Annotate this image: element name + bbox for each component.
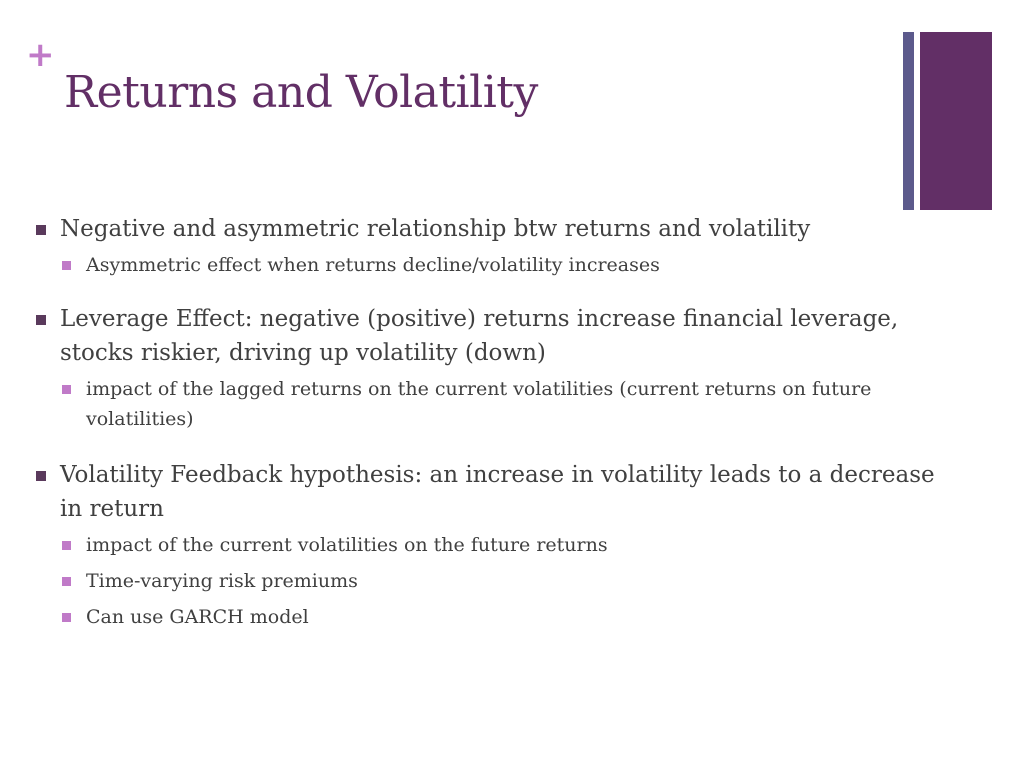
bullet-item-2: [32, 302, 962, 370]
sub-bullet-item-1-1: [32, 250, 962, 280]
sub-bullet-item-2-1: [32, 374, 962, 434]
sub-bullet-item-3-1: [32, 530, 962, 560]
bullet-item-3: [32, 458, 962, 526]
square-bullet-icon: [36, 225, 46, 235]
bullet-list: [32, 212, 962, 632]
bullet-text: Leverage Effect: negative (positive) returns increase financial leverage, stocks riskier, driving up volatility (down): [60, 306, 899, 366]
sub-bullet-text: Time-varying risk premiums: [86, 570, 358, 592]
sub-bullet-item-3-3: [32, 602, 962, 632]
sub-bullet-text: impact of the current volatilities on the future returns: [86, 534, 608, 556]
square-bullet-icon: [62, 613, 71, 622]
sub-bullet-text: Asymmetric effect when returns decline/volatility increases: [86, 254, 660, 276]
bullet-item-1: [32, 212, 962, 246]
square-bullet-icon: [36, 315, 46, 325]
sub-bullet-text: impact of the lagged returns on the current volatilities (current returns on future volatilities): [86, 378, 872, 430]
square-bullet-icon: [62, 261, 71, 270]
sub-bullet-text: Can use GARCH model: [86, 606, 309, 628]
sub-bullet-item-3-2: [32, 566, 962, 596]
square-bullet-icon: [62, 577, 71, 586]
square-bullet-icon: [36, 471, 46, 481]
slide-title: Returns and Volatility: [64, 67, 538, 118]
accent-bar-thin: [903, 32, 914, 210]
plus-mark: +: [26, 35, 55, 75]
square-bullet-icon: [62, 385, 71, 394]
square-bullet-icon: [62, 541, 71, 550]
bullet-text: Negative and asymmetric relationship btw returns and volatility: [60, 216, 811, 242]
accent-bar-thick: [920, 32, 992, 210]
bullet-text: Volatility Feedback hypothesis: an increase in volatility leads to a decrease in return: [60, 462, 935, 522]
